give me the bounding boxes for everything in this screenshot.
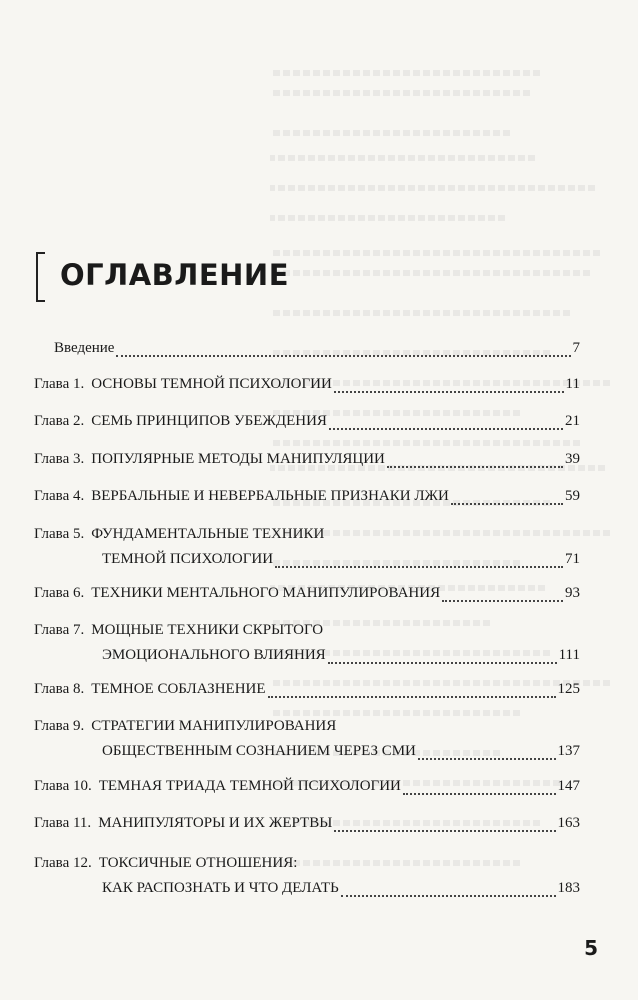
- dot-leader: [334, 830, 555, 832]
- bleed-line: [270, 155, 535, 161]
- toc-entry-label: Глава 11.: [34, 815, 92, 831]
- toc-entry-page: 183: [557, 880, 580, 896]
- toc-entry-label: Глава 7.: [34, 622, 85, 638]
- bleed-line: [270, 250, 600, 256]
- toc-entry-page: 125: [557, 681, 580, 697]
- toc-entry-title: ТЕХНИКИ МЕНТАЛЬНОГО МАНИПУЛИРОВАНИЯ: [91, 585, 441, 601]
- toc-entry-title: КАК РАСПОЗНАТЬ И ЧТО ДЕЛАТЬ: [102, 880, 339, 896]
- toc-entry[interactable]: [34, 681, 580, 703]
- bleed-line: [270, 440, 580, 446]
- toc-entry-page: 7: [572, 340, 580, 356]
- toc-entry-title: ОСНОВЫ ТЕМНОЙ ПСИХОЛОГИИ: [91, 376, 332, 392]
- dot-leader: [341, 895, 556, 897]
- bleed-line: [270, 90, 530, 96]
- toc-entry-page: 137: [557, 743, 580, 759]
- toc-entry-title: ТЕМНАЯ ТРИАДА ТЕМНОЙ ПСИХОЛОГИИ: [98, 778, 401, 794]
- toc-entry-page: 11: [565, 376, 580, 392]
- dot-leader: [268, 696, 556, 698]
- toc-entry[interactable]: [34, 451, 580, 473]
- toc-entry-page: 71: [565, 551, 580, 567]
- bleed-line: [270, 185, 595, 191]
- toc-entry-page: 93: [565, 585, 580, 601]
- toc-entry[interactable]: [34, 526, 580, 573]
- toc-entry-page: 163: [557, 815, 580, 831]
- bleed-line: [270, 130, 510, 136]
- toc-entry-label: Глава 5.: [34, 526, 85, 542]
- toc-entry[interactable]: [34, 376, 580, 398]
- toc-entry-title: ТЕМНОЙ ПСИХОЛОГИИ: [102, 551, 274, 567]
- toc-entry-label: Глава 12.: [34, 855, 92, 871]
- toc-entry[interactable]: [34, 815, 580, 837]
- toc-entry[interactable]: [34, 778, 580, 800]
- toc-entry-title: ЭМОЦИОНАЛЬНОГО ВЛИЯНИЯ: [102, 647, 326, 663]
- toc-entry-page: 147: [557, 778, 580, 794]
- bleed-line: [270, 270, 590, 276]
- toc-entry-label: Глава 6.: [34, 585, 85, 601]
- toc-entry-label: Введение: [54, 340, 115, 356]
- dot-leader: [334, 391, 564, 393]
- page-number: 5: [584, 936, 598, 960]
- toc-entry-page: 39: [565, 451, 580, 467]
- dot-leader: [116, 355, 570, 357]
- toc-entry-label: Глава 10.: [34, 778, 92, 794]
- toc-entry-title: ФУНДАМЕНТАЛЬНЫЕ ТЕХНИКИ: [91, 526, 325, 542]
- bleed-line: [270, 215, 505, 221]
- dot-leader: [442, 600, 563, 602]
- toc-entry-title: МАНИПУЛЯТОРЫ И ИХ ЖЕРТВЫ: [98, 815, 333, 831]
- toc-entry-label: Глава 4.: [34, 488, 85, 504]
- dot-leader: [403, 793, 556, 795]
- bleed-line: [270, 70, 540, 76]
- toc-entry-title: СТРАТЕГИИ МАНИПУЛИРОВАНИЯ: [91, 718, 337, 734]
- toc-entry-label: Глава 2.: [34, 413, 85, 429]
- toc-entry-title: ВЕРБАЛЬНЫЕ И НЕВЕРБАЛЬНЫЕ ПРИЗНАКИ ЛЖИ: [91, 488, 449, 504]
- toc-entry-page: 111: [558, 647, 580, 663]
- toc-entry-title: ПОПУЛЯРНЫЕ МЕТОДЫ МАНИПУЛЯЦИИ: [91, 451, 385, 467]
- toc-entry[interactable]: [34, 585, 580, 607]
- toc-entry-label: Глава 1.: [34, 376, 85, 392]
- toc-entry[interactable]: [34, 855, 580, 902]
- dot-leader: [329, 428, 563, 430]
- dot-leader: [275, 566, 563, 568]
- toc-entry-label: Глава 9.: [34, 718, 85, 734]
- dot-leader: [387, 466, 563, 468]
- dot-leader: [451, 503, 563, 505]
- page-title: ОГЛАВЛЕНИЕ: [60, 258, 290, 292]
- toc-entry-title: ОБЩЕСТВЕННЫМ СОЗНАНИЕМ ЧЕРЕЗ СМИ: [102, 743, 416, 759]
- toc-entry-page: 21: [565, 413, 580, 429]
- toc-entry-title: ТОКСИЧНЫЕ ОТНОШЕНИЯ:: [98, 855, 298, 871]
- toc-entry[interactable]: [34, 718, 580, 765]
- dot-leader: [418, 758, 556, 760]
- bleed-line: [270, 710, 520, 716]
- toc-entry-label: Глава 3.: [34, 451, 85, 467]
- toc-entry-page: 59: [565, 488, 580, 504]
- toc-entry[interactable]: [34, 622, 580, 669]
- toc-entry[interactable]: [34, 488, 580, 510]
- dot-leader: [328, 662, 557, 664]
- toc-entry-label: Глава 8.: [34, 681, 85, 697]
- toc-entry[interactable]: [54, 340, 580, 362]
- bleed-line: [270, 310, 570, 316]
- toc-entry-title: СЕМЬ ПРИНЦИПОВ УБЕЖДЕНИЯ: [91, 413, 327, 429]
- toc-entry[interactable]: [34, 413, 580, 435]
- bracket-ornament: [36, 252, 45, 302]
- toc-entry-title: МОЩНЫЕ ТЕХНИКИ СКРЫТОГО: [91, 622, 324, 638]
- toc-entry-title: ТЕМНОЕ СОБЛАЗНЕНИЕ: [91, 681, 266, 697]
